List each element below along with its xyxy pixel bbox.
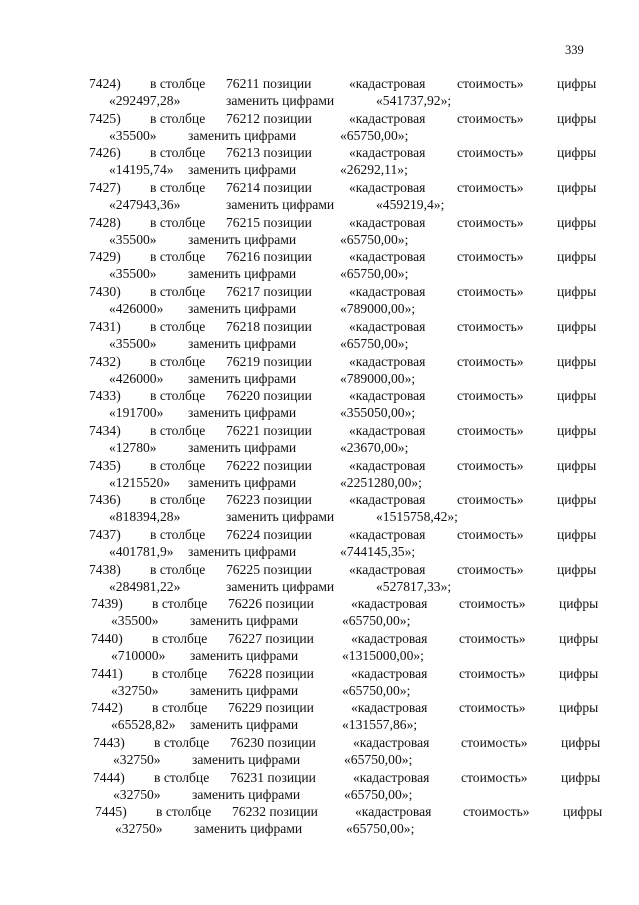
in-column-text: в столбце xyxy=(150,145,206,161)
position-text: позиции xyxy=(265,631,314,646)
position-code-number: 76219 xyxy=(226,353,260,369)
new-value: «65750,00»; xyxy=(346,821,415,837)
position-code xyxy=(226,354,312,370)
old-value: «35500» xyxy=(109,231,157,247)
new-value: «65750,00»; xyxy=(340,127,409,143)
position-code-number: 76226 xyxy=(228,596,262,612)
digits-text: цифры xyxy=(557,318,597,334)
position-code-number: 76215 xyxy=(226,214,260,230)
page-number: 339 xyxy=(565,43,584,57)
digits-text: цифры xyxy=(561,735,601,751)
old-value: «292497,28» xyxy=(109,93,181,108)
position-text: позиции xyxy=(263,422,312,438)
new-value: «65750,00»; xyxy=(340,266,409,282)
in-column-text: в столбце xyxy=(154,769,210,785)
position-code-number: 76223 xyxy=(226,492,260,508)
position-text: позиции xyxy=(263,284,312,300)
digits-text: цифры xyxy=(557,422,597,438)
old-value: «35500» xyxy=(109,335,157,351)
new-value: «2251280,00»; xyxy=(340,474,422,490)
digits-text: цифры xyxy=(557,76,597,91)
position-code xyxy=(226,111,312,127)
position-text: позиции xyxy=(269,804,318,820)
cadastral-text: «кадастровая xyxy=(349,388,426,404)
digits-text: цифры xyxy=(557,249,597,265)
cadastral-text: «кадастровая xyxy=(349,145,426,161)
position-code xyxy=(230,770,316,786)
list-item xyxy=(0,249,639,284)
replace-text: заменить цифрами xyxy=(188,543,297,559)
old-value: «710000» xyxy=(111,648,166,663)
in-column-text: в столбце xyxy=(150,492,206,508)
cost-text: стоимость» xyxy=(457,492,524,508)
entry-number: 7442) xyxy=(91,700,123,716)
position-code xyxy=(226,527,312,543)
cadastral-text: «кадастровая xyxy=(349,492,426,508)
replace-text: заменить цифрами xyxy=(190,717,299,733)
entry-number: 7441) xyxy=(91,665,123,681)
position-text: позиции xyxy=(267,769,316,785)
old-value: «35500» xyxy=(109,127,157,143)
in-column-text: в столбце xyxy=(150,284,206,300)
list-item xyxy=(4,735,639,770)
position-text: позиции xyxy=(263,145,312,161)
cadastral-text: «кадастровая xyxy=(349,214,426,230)
cost-text: стоимость» xyxy=(457,353,524,369)
old-value: «426000» xyxy=(109,301,164,317)
position-text: позиции xyxy=(262,76,312,91)
in-column-text: в столбце xyxy=(154,735,210,751)
position-code-number: 76212 xyxy=(226,110,260,126)
cadastral-text: «кадастровая xyxy=(355,804,432,820)
position-text: позиции xyxy=(263,526,312,542)
position-text: позиции xyxy=(263,388,312,404)
cost-text: стоимость» xyxy=(461,769,528,785)
replace-text: заменить цифрами xyxy=(190,682,299,698)
old-value: «247943,36» xyxy=(109,197,181,213)
replace-text: заменить цифрами xyxy=(188,439,297,455)
position-text: позиции xyxy=(263,457,312,473)
new-value: «65750,00»; xyxy=(340,231,409,247)
entry-number: 7434) xyxy=(89,422,121,438)
cost-text: стоимость» xyxy=(461,735,528,751)
new-value: «65750,00»; xyxy=(344,786,413,802)
new-value: «744145,35»; xyxy=(340,543,416,559)
position-text: позиции xyxy=(263,214,312,230)
position-code-number: 76228 xyxy=(228,665,262,681)
in-column-text: в столбце xyxy=(150,526,206,542)
entry-number: 7427) xyxy=(89,180,121,196)
old-value: «32750» xyxy=(111,682,159,698)
position-code xyxy=(226,388,312,404)
cadastral-text: «кадастровая xyxy=(349,318,426,334)
entry-number: 7440) xyxy=(91,631,123,646)
replace-text: заменить цифрами xyxy=(188,474,297,490)
in-column-text: в столбце xyxy=(150,318,206,334)
new-value: «789000,00»; xyxy=(340,370,416,386)
new-value: «789000,00»; xyxy=(340,301,416,317)
replace-text: заменить цифрами xyxy=(226,93,335,108)
digits-text: цифры xyxy=(557,284,597,300)
replace-text: заменить цифрами xyxy=(226,578,335,594)
cadastral-text: «кадастровая xyxy=(349,422,426,438)
replace-text: заменить цифрами xyxy=(188,162,297,178)
cost-text: стоимость» xyxy=(459,631,526,646)
amendment-list xyxy=(0,76,639,839)
digits-text: цифры xyxy=(557,180,597,196)
new-value: «65750,00»; xyxy=(342,613,411,629)
cadastral-text: «кадастровая xyxy=(349,180,426,196)
list-item xyxy=(2,700,639,735)
position-code-number: 76220 xyxy=(226,388,260,404)
list-item xyxy=(2,596,639,631)
new-value: «459219,4»; xyxy=(376,197,445,213)
position-code xyxy=(230,735,316,751)
position-code xyxy=(226,319,312,335)
old-value: «401781,9» xyxy=(109,543,174,559)
replace-text: заменить цифрами xyxy=(188,370,297,386)
entry-number: 7426) xyxy=(89,145,121,161)
old-value: «65528,82» xyxy=(111,717,176,733)
position-code xyxy=(228,596,314,612)
list-item xyxy=(0,388,639,423)
old-value: «12780» xyxy=(109,439,157,455)
position-text: позиции xyxy=(263,249,312,265)
cost-text: стоимость» xyxy=(457,76,524,91)
position-code xyxy=(226,458,312,474)
entry-number: 7428) xyxy=(89,214,121,230)
replace-text: заменить цифрами xyxy=(188,231,297,247)
replace-text: заменить цифрами xyxy=(190,648,299,663)
list-item xyxy=(0,423,639,458)
position-code-number: 76225 xyxy=(226,561,260,577)
digits-text: цифры xyxy=(557,145,597,161)
position-text: позиции xyxy=(263,561,312,577)
new-value: «65750,00»; xyxy=(340,335,409,351)
replace-text: заменить цифрами xyxy=(188,301,297,317)
new-value: «65750,00»; xyxy=(344,752,413,768)
old-value: «191700» xyxy=(109,405,164,421)
new-value: «26292,11»; xyxy=(340,162,408,178)
cost-text: стоимость» xyxy=(457,110,524,126)
position-code xyxy=(226,180,312,196)
position-code-number: 76221 xyxy=(226,422,260,438)
list-item xyxy=(0,492,639,527)
entry-number: 7435) xyxy=(89,457,121,473)
new-value: «1515758,42»; xyxy=(376,509,458,525)
replace-text: заменить цифрами xyxy=(188,127,297,143)
digits-text: цифры xyxy=(559,596,599,612)
entry-number: 7429) xyxy=(89,249,121,265)
list-item xyxy=(0,527,639,562)
cost-text: стоимость» xyxy=(457,180,524,196)
replace-text: заменить цифрами xyxy=(194,821,303,837)
cost-text: стоимость» xyxy=(459,665,526,681)
list-item xyxy=(0,562,639,597)
digits-text: цифры xyxy=(557,561,597,577)
position-code xyxy=(226,492,312,508)
entry-number: 7445) xyxy=(95,804,127,820)
list-item xyxy=(2,631,639,666)
replace-text: заменить цифрами xyxy=(190,613,299,629)
cost-text: стоимость» xyxy=(463,804,530,820)
position-text: позиции xyxy=(263,353,312,369)
new-value: «131557,86»; xyxy=(342,717,418,733)
cost-text: стоимость» xyxy=(457,561,524,577)
digits-text: цифры xyxy=(561,769,601,785)
old-value: «32750» xyxy=(113,786,161,802)
digits-text: цифры xyxy=(557,388,597,404)
cadastral-text: «кадастровая xyxy=(349,110,426,126)
position-text: позиции xyxy=(263,492,312,508)
entry-number: 7437) xyxy=(89,526,121,542)
old-value: «32750» xyxy=(115,821,163,837)
position-text: позиции xyxy=(265,665,314,681)
list-item xyxy=(0,180,639,215)
digits-text: цифры xyxy=(557,457,597,473)
list-item xyxy=(0,111,639,146)
position-code xyxy=(228,666,314,682)
digits-text: цифры xyxy=(557,214,597,230)
in-column-text: в столбце xyxy=(150,457,206,473)
in-column-text: в столбце xyxy=(150,353,206,369)
new-value: «65750,00»; xyxy=(342,682,411,698)
in-column-text: в столбце xyxy=(150,110,206,126)
entry-number: 7443) xyxy=(93,735,125,751)
cadastral-text: «кадастровая xyxy=(353,735,430,751)
cost-text: стоимость» xyxy=(457,249,524,265)
list-item xyxy=(0,284,639,319)
position-code-number: 76230 xyxy=(230,735,264,751)
entry-number: 7438) xyxy=(89,561,121,577)
replace-text: заменить цифрами xyxy=(226,197,335,213)
cadastral-text: «кадастровая xyxy=(351,700,428,716)
cadastral-text: «кадастровая xyxy=(349,526,426,542)
position-code xyxy=(232,804,318,820)
in-column-text: в столбце xyxy=(150,249,206,265)
position-code xyxy=(226,562,312,578)
old-value: «32750» xyxy=(113,752,161,768)
list-item xyxy=(2,666,639,701)
position-code-number: 76214 xyxy=(226,180,260,196)
cadastral-text: «кадастровая xyxy=(351,665,428,681)
digits-text: цифры xyxy=(559,665,599,681)
position-text: позиции xyxy=(263,318,312,334)
position-code xyxy=(228,700,314,716)
entry-number: 7436) xyxy=(89,492,121,508)
old-value: «35500» xyxy=(111,613,159,629)
cadastral-text: «кадастровая xyxy=(349,284,426,300)
replace-text: заменить цифрами xyxy=(188,266,297,282)
cadastral-text: «кадастровая xyxy=(349,76,426,91)
cadastral-text: «кадастровая xyxy=(351,631,428,646)
cost-text: стоимость» xyxy=(457,284,524,300)
list-item xyxy=(0,354,639,389)
list-item xyxy=(0,215,639,250)
position-code-number: 76216 xyxy=(226,249,260,265)
list-item xyxy=(0,458,639,493)
position-text: позиции xyxy=(265,596,314,612)
cadastral-text: «кадастровая xyxy=(349,457,426,473)
position-text: позиции xyxy=(263,110,312,126)
in-column-text: в столбце xyxy=(152,631,208,646)
old-value: «1215520» xyxy=(109,474,171,490)
position-text: позиции xyxy=(265,700,314,716)
position-code xyxy=(226,145,312,161)
cadastral-text: «кадастровая xyxy=(349,249,426,265)
cost-text: стоимость» xyxy=(457,422,524,438)
old-value: «426000» xyxy=(109,370,164,386)
new-value: «541737,92»; xyxy=(376,93,452,108)
replace-text: заменить цифрами xyxy=(188,335,297,351)
new-value: «23670,00»; xyxy=(340,439,409,455)
cadastral-text: «кадастровая xyxy=(349,561,426,577)
cadastral-text: «кадастровая xyxy=(349,353,426,369)
entry-number: 7444) xyxy=(93,769,125,785)
replace-text: заменить цифрами xyxy=(192,786,301,802)
in-column-text: в столбце xyxy=(152,665,208,681)
cadastral-text: «кадастровая xyxy=(353,769,430,785)
cost-text: стоимость» xyxy=(457,388,524,404)
replace-text: заменить цифрами xyxy=(188,405,297,421)
old-value: «14195,74» xyxy=(109,162,174,178)
new-value: «1315000,00»; xyxy=(342,648,424,663)
cadastral-text: «кадастровая xyxy=(351,596,428,612)
position-code-number: 76224 xyxy=(226,526,260,542)
position-code-number: 76229 xyxy=(228,700,262,716)
replace-text: заменить цифрами xyxy=(226,509,335,525)
old-value: «35500» xyxy=(109,266,157,282)
cost-text: стоимость» xyxy=(457,526,524,542)
digits-text: цифры xyxy=(563,804,603,820)
old-value: «818394,28» xyxy=(109,509,181,525)
list-item xyxy=(0,145,639,180)
position-code-number: 76217 xyxy=(226,284,260,300)
in-column-text: в столбце xyxy=(150,214,206,230)
entry-number: 7425) xyxy=(89,110,121,126)
position-code-number: 76222 xyxy=(226,457,260,473)
list-item xyxy=(4,770,639,805)
cost-text: стоимость» xyxy=(457,457,524,473)
position-code-number: 76211 xyxy=(226,76,260,91)
position-code xyxy=(226,284,312,300)
in-column-text: в столбце xyxy=(150,180,206,196)
in-column-text: в столбце xyxy=(150,561,206,577)
entry-number: 7433) xyxy=(89,388,121,404)
cost-text: стоимость» xyxy=(457,145,524,161)
entry-number: 7424) xyxy=(89,76,121,91)
position-code xyxy=(226,76,311,92)
position-code-number: 76231 xyxy=(230,769,264,785)
digits-text: цифры xyxy=(557,353,597,369)
digits-text: цифры xyxy=(557,526,597,542)
new-value: «527817,33»; xyxy=(376,578,452,594)
digits-text: цифры xyxy=(557,110,597,126)
position-code-number: 76218 xyxy=(226,318,260,334)
cost-text: стоимость» xyxy=(459,596,526,612)
list-item xyxy=(6,804,639,839)
in-column-text: в столбце xyxy=(150,76,206,91)
in-column-text: в столбце xyxy=(150,422,206,438)
in-column-text: в столбце xyxy=(152,596,208,612)
position-code xyxy=(226,423,312,439)
position-text: позиции xyxy=(267,735,316,751)
entry-number: 7431) xyxy=(89,318,121,334)
entry-number: 7439) xyxy=(91,596,123,612)
in-column-text: в столбце xyxy=(152,700,208,716)
position-code xyxy=(226,215,312,231)
entry-number: 7432) xyxy=(89,353,121,369)
position-code-number: 76213 xyxy=(226,145,260,161)
cost-text: стоимость» xyxy=(459,700,526,716)
digits-text: цифры xyxy=(559,631,599,646)
digits-text: цифры xyxy=(559,700,599,716)
cost-text: стоимость» xyxy=(457,214,524,230)
position-code xyxy=(228,631,314,647)
new-value: «355050,00»; xyxy=(340,405,416,421)
position-code-number: 76227 xyxy=(228,631,262,646)
list-item xyxy=(0,76,639,111)
position-code xyxy=(226,249,312,265)
in-column-text: в столбце xyxy=(150,388,206,404)
position-code-number: 76232 xyxy=(232,804,266,820)
digits-text: цифры xyxy=(557,492,597,508)
list-item xyxy=(0,319,639,354)
position-text: позиции xyxy=(263,180,312,196)
old-value: «284981,22» xyxy=(109,578,181,594)
in-column-text: в столбце xyxy=(156,804,212,820)
cost-text: стоимость» xyxy=(457,318,524,334)
replace-text: заменить цифрами xyxy=(192,752,301,768)
entry-number: 7430) xyxy=(89,284,121,300)
